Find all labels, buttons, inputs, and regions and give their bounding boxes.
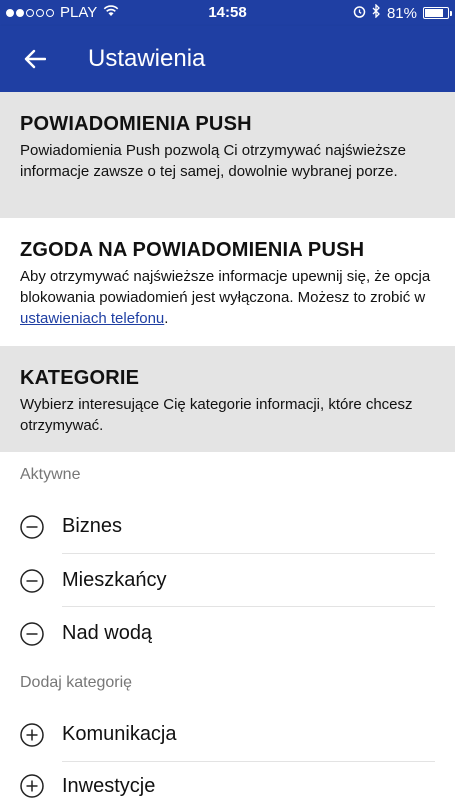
consent-section-text [20,266,435,329]
category-item-available[interactable] [20,708,435,761]
category-item-active[interactable] [20,554,435,607]
consent-text: Aby otrzymywać najświeższe informacje upewnij się, że opcja blokowania powiadomień jest wyłączona. Możesz to zrobić w [20,268,431,306]
back-button[interactable] [0,26,70,92]
app-bar [0,26,455,92]
active-categories-label: Aktywne [20,466,81,483]
add-categories-label: Dodaj kategorię [20,674,133,691]
remove-circle-icon[interactable] [20,515,44,539]
push-section [0,92,455,218]
consent-section-title: ZGODA NA POWIADOMIENIA PUSH [20,239,365,261]
remove-circle-icon[interactable] [20,569,44,593]
category-item-active[interactable] [20,500,435,553]
remove-circle-icon[interactable] [20,622,44,646]
categories-section [0,346,455,452]
category-item-available[interactable] [20,762,435,810]
category-label: Biznes [62,515,123,537]
push-section-title: POWIADOMIENIA PUSH [20,113,252,135]
categories-section-text: Wybierz interesujące Cię kategorie informacji, które chcesz otrzymywać. [20,396,413,434]
consent-text-end: . [164,310,169,327]
carrier-name: PLAY [60,4,98,21]
bluetooth-icon [372,4,381,22]
page-title: Ustawienia [88,45,206,72]
consent-section [0,218,455,346]
battery-icon [423,7,449,19]
category-label: Mieszkańcy [62,569,167,591]
category-label: Komunikacja [62,723,177,745]
category-label: Nad wodą [62,622,153,644]
add-circle-icon[interactable] [20,723,44,747]
status-bar [0,0,455,26]
categories-section-title: KATEGORIE [20,367,140,389]
alarm-icon [353,5,366,22]
push-section-text: Powiadomienia Push pozwolą Ci otrzymywać najświeższe informacje zawsze o tej samej, dowolnie wybranej porze. [20,142,406,180]
status-time: 14:58 [208,4,247,21]
add-circle-icon[interactable] [20,774,44,798]
arrow-left-icon [24,49,46,69]
battery-percent: 81% [386,4,417,22]
category-label: Inwestycje [62,774,156,797]
phone-settings-link[interactable]: ustawieniach telefonu [20,310,165,327]
category-item-active[interactable] [20,607,435,660]
